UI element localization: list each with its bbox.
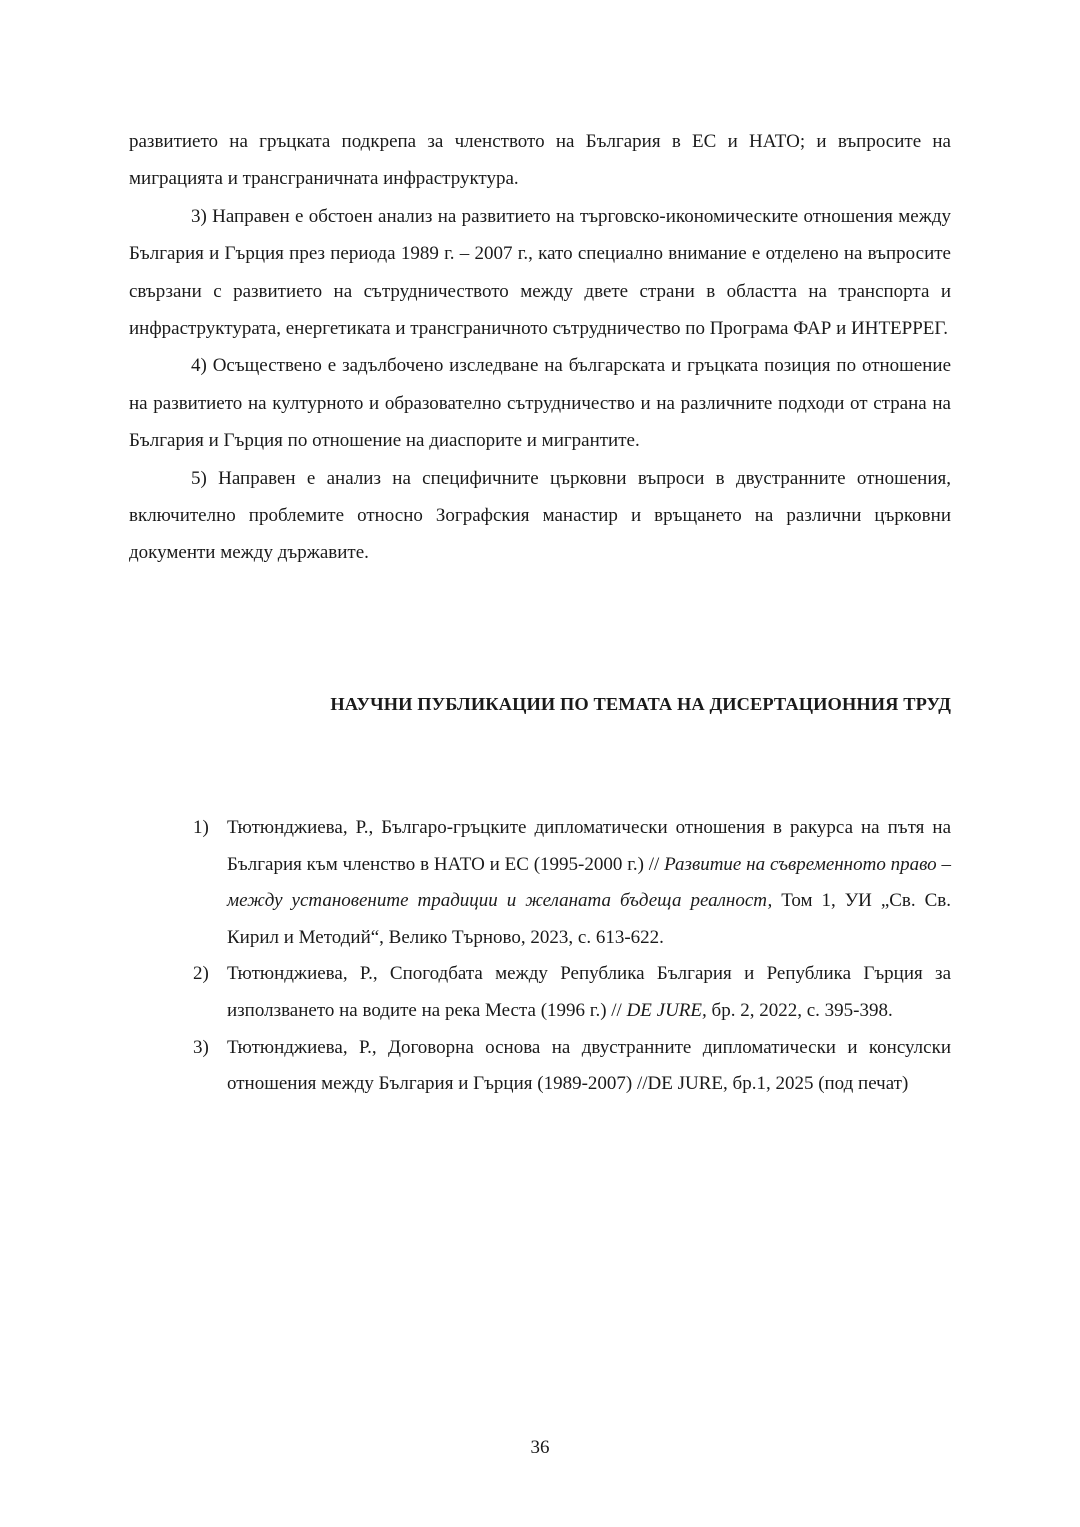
publication-details: бр. 2, 2022, с. 395-398. [706, 999, 893, 1021]
paragraph-church-issues: 5) Направен е анализ на специфичните църковни въпроси в двустранните отношения, включително проблемите относно Зографския манастир и връщането на различни църковни документи между държавите. [129, 467, 951, 564]
publication-number: 1) [193, 817, 209, 838]
publication-citation: Тютюнджиева, Р., Спогодбата между Република България и Република Гърция за използването на водите на река Места (1996 г.) // [227, 963, 951, 1021]
publication-details: Том 1, УИ „Св. Св. Кирил и Методий“, Велико Търново, 2023, с. 613-622. [227, 890, 952, 948]
publication-number: 2) [193, 963, 209, 985]
publication-item [189, 1030, 951, 1103]
page-number: 36 [530, 1437, 550, 1458]
body-text [129, 123, 951, 572]
paragraph-trade-economic: 3) Направен е обстоен анализ на развитието на търговско-икономическите отношения между България и Гърция през периода 1989 г. – 2007 г., като специално внимание е отделено на въпросите свързани с развитието на сътрудничеството между двете страни в областта на транспорта и инфраструктурата, енергетиката и трансграничното сътрудничество по Програма ФАР и ИНТЕРРЕГ. [129, 205, 951, 340]
publication-source-italic: Развитие на съвременното право – между установените традиции и желаната бъдеща реалност, [227, 853, 951, 912]
paragraph-continuation: развитието на гръцката подкрепа за членството на България в ЕС и НАТО; и въпросите на миграцията и трансграничната инфраструктура. [129, 131, 951, 190]
publication-citation: Тютюнджиева, Р., Договорна основа на двустранните дипломатически и консулски отношения между България и Гърция (1989-2007) //DE JURE, бр.1, 2025 (под печат) [227, 1036, 951, 1095]
publication-item [189, 810, 951, 956]
publication-number: 3) [193, 1036, 209, 1058]
section-heading: НАУЧНИ ПУБЛИКАЦИИ ПО ТЕМАТА НА ДИСЕРТАЦИОННИЯ ТРУД [330, 694, 951, 714]
publication-citation: Тютюнджиева, Р., Българо-гръцките дипломатически отношения в ракурса на пътя на България към членство в НАТО и ЕС (1995-2000 г.) // [227, 817, 951, 875]
publications-list [189, 810, 951, 1103]
publication-source-italic: DE JURE, [626, 999, 707, 1021]
publication-item [189, 956, 951, 1029]
paragraph-cultural-educational: 4) Осъществено е задълбочено изследване на българската и гръцката позиция по отношение на развитието на културното и образователно сътрудничество и на различните подходи от страна на България и Гърция по отношение на диаспорите и мигрантите. [129, 355, 951, 452]
